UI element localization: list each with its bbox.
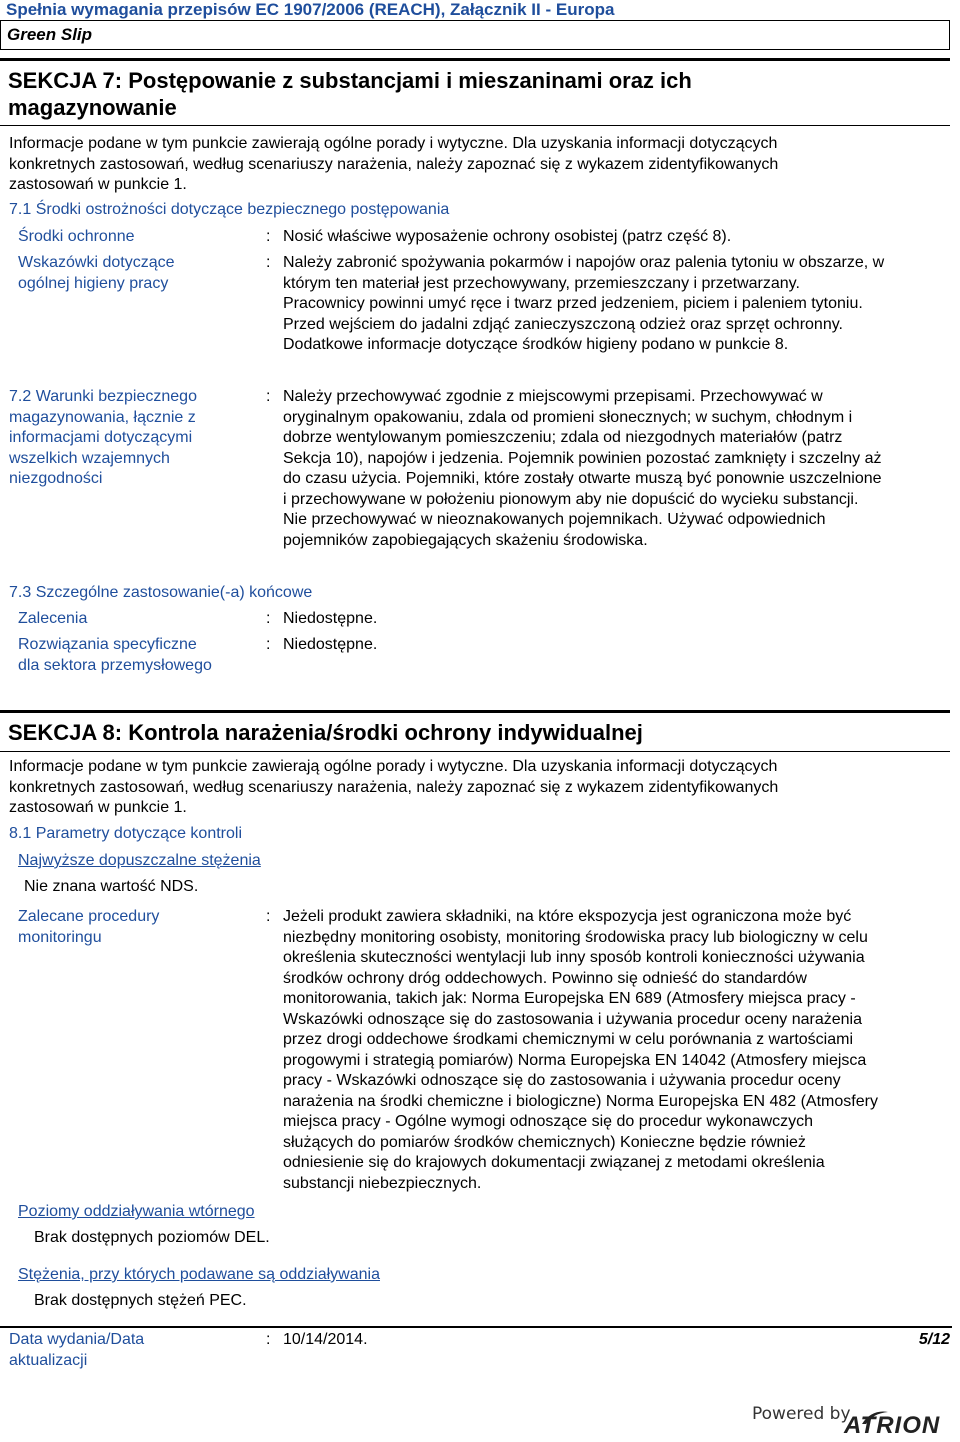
- issue-date-value: 10/14/2014.: [283, 1331, 368, 1348]
- section-7-title-line-1: SEKCJA 7: Postępowanie z substancjami i mieszaninami oraz ich: [8, 68, 692, 93]
- monitoring-line: miejsca pracy - Ogólne wymogi odnoszące się do procedur wykonawczych: [283, 1113, 814, 1130]
- hygiene-label-line: ogólnej higieny pracy: [18, 274, 169, 292]
- protective-measures-label: Środki ochronne: [18, 228, 135, 245]
- industry-label-line: Rozwiązania specyficzne: [18, 636, 197, 653]
- monitoring-label-line: monitoringu: [18, 928, 102, 946]
- storage-label-line: wszelkich wzajemnych: [9, 449, 170, 467]
- industry-solutions-label: [18, 635, 212, 676]
- storage-label-line: informacjami dotyczącymi: [9, 429, 193, 446]
- colon-separator: :: [266, 610, 271, 627]
- monitoring-line: służących do pomiarów środków chemicznych) Konieczne będzie również: [283, 1133, 806, 1151]
- colon-separator: :: [266, 1331, 271, 1348]
- storage-label-line: niezgodności: [9, 470, 103, 487]
- storage-line: pojemników zapobiegających skażeniu środowiska.: [283, 531, 648, 549]
- monitoring-line: Jeżeli produkt zawiera składniki, na które ekspozycja jest ograniczona może być: [283, 908, 852, 925]
- hygiene-label-line: Wskazówki dotyczące: [18, 254, 175, 271]
- storage-line: Należy przechowywać zgodnie z miejscowymi przepisami. Przechowywać w: [283, 388, 823, 405]
- intro-line: zastosowań w punkcie 1.: [9, 799, 187, 816]
- storage-label-line: magazynowania, łącznie z: [9, 408, 196, 426]
- monitoring-line: monitorowania, takich jak: Norma Europejska EN 689 (Atmosfery miejsca pracy -: [283, 990, 856, 1007]
- issue-date-label-line: aktualizacji: [9, 1351, 88, 1369]
- storage-line: dobrze wentylowanym pomieszczeniu; zdala od niezgodnych materiałów (patrz: [283, 429, 843, 446]
- monitoring-line: substancji niebezpiecznych.: [283, 1174, 482, 1192]
- storage-line: i przechowywane w położeniu pionowym aby nie dopuścić do wycieku substancji.: [283, 490, 859, 508]
- pec-title: Stężenia, przy których podawane są oddziaływania: [18, 1266, 380, 1283]
- hygiene-line: Przed wejściem do jadalni zdjąć zanieczyszczoną odzież oraz sprzęt ochronny.: [283, 315, 843, 333]
- monitoring-line: środków ochrony dróg oddechowych. Powinno się odnieść do standardów: [283, 969, 807, 987]
- colon-separator: :: [266, 908, 271, 925]
- del-title: Poziomy oddziaływania wtórnego: [18, 1203, 255, 1220]
- monitoring-label: [18, 907, 159, 948]
- intro-line: zastosowań w punkcie 1.: [9, 176, 187, 193]
- issue-date-label-line: Data wydania/Data: [9, 1331, 145, 1348]
- issue-date-label: [9, 1330, 144, 1371]
- subsection-8-1-title: 8.1 Parametry dotyczące kontroli: [9, 825, 242, 842]
- colon-separator: :: [266, 254, 271, 271]
- del-value: Brak dostępnych poziomów DEL.: [34, 1229, 270, 1246]
- storage-line: Nie przechowywać w nieoznakowanych pojemnikach. Używać odpowiednich: [283, 511, 826, 528]
- intro-line: Informacje podane w tym punkcie zawierają ogólne porady i wytyczne. Dla uzyskania informacji dotyczących: [9, 758, 778, 775]
- colon-separator: :: [266, 636, 271, 653]
- protective-measures-value: Nosić właściwe wyposażenie ochrony osobistej (patrz część 8).: [283, 228, 732, 245]
- monitoring-line: określenia skuteczności wentylacji lub inny sposób kontroli konieczności używania: [283, 949, 865, 966]
- storage-line: oryginalnym opakowaniu, zdala od promieni słonecznych; w suchym, chłodnym i: [283, 408, 853, 426]
- storage-label-line: 7.2 Warunki bezpiecznego: [9, 388, 197, 405]
- recommendations-label: Zalecenia: [18, 610, 88, 627]
- colon-separator: :: [266, 388, 271, 405]
- hygiene-line: którym ten materiał jest przechowywany, przemieszczany i przetwarzany.: [283, 274, 800, 292]
- monitoring-value: [283, 907, 878, 1194]
- footer-divider: [0, 1326, 952, 1328]
- monitoring-label-line: Zalecane procedury: [18, 908, 160, 925]
- storage-conditions-label: [9, 387, 197, 490]
- storage-conditions-value: [283, 387, 882, 551]
- product-name: Green Slip: [7, 25, 93, 44]
- monitoring-line: odniesienie się do krajowych dokumentacji związanej z metodami określenia: [283, 1154, 825, 1171]
- monitoring-line: niezbędny monitoring osobisty, monitoring środowiska pracy lub biologiczny w celu: [283, 928, 868, 946]
- monitoring-line: narażenia na środki chemiczne i biologiczne) Norma Europejska EN 482 (Atmosfery: [283, 1092, 878, 1110]
- industry-solutions-value: Niedostępne.: [283, 636, 378, 653]
- monitoring-line: Wskazówki odnoszące się do zastosowania i używania procedur oceny narażenia: [283, 1010, 862, 1028]
- powered-by-logo: [752, 1402, 958, 1440]
- section-7-title: [0, 58, 950, 126]
- page-number: 5/12: [918, 1331, 950, 1348]
- hygiene-label: [18, 253, 175, 294]
- section-7-intro: [9, 134, 778, 196]
- industry-label-line: dla sektora przemysłowego: [18, 656, 212, 674]
- atrion-brand-text: ATRION: [844, 1412, 941, 1439]
- storage-line: do czasu użycia. Pojemniki, które zostały otwarte muszą być ponownie uszczelnione: [283, 470, 882, 487]
- exposure-limits-value: Nie znana wartość NDS.: [24, 878, 199, 895]
- recommendations-value: Niedostępne.: [283, 610, 378, 627]
- subsection-7-1-title: 7.1 Środki ostrożności dotyczące bezpiecznego postępowania: [9, 201, 450, 218]
- regulation-header: Spełnia wymagania przepisów EC 1907/2006 (REACH), Załącznik II - Europa: [6, 0, 615, 19]
- hygiene-line: Dodatkowe informacje dotyczące środków higieny podano w punkcie 8.: [283, 336, 789, 353]
- storage-line: Sekcja 10), napojów i jedzenia. Pojemnik powinien pozostać zamknięty i szczelny aż: [283, 449, 882, 467]
- hygiene-line: Należy zabronić spożywania pokarmów i napojów oraz palenia tytoniu w obszarze, w: [283, 254, 885, 271]
- intro-line: konkretnych zastosowań, według scenariuszy narażenia, należy zapoznać się z wykazem zidentyfikowanych: [9, 155, 779, 173]
- monitoring-line: przez drogi oddechowe środkami chemicznymi w celu porównania z wartościami: [283, 1031, 854, 1048]
- hygiene-line: Pracownicy powinni umyć ręce i twarz przed jedzeniem, piciem i paleniem tytoniu.: [283, 295, 863, 312]
- section-8-title: SEKCJA 8: Kontrola narażenia/środki ochrony indywidualnej: [0, 710, 950, 752]
- pec-value: Brak dostępnych stężeń PEC.: [34, 1292, 247, 1309]
- section-8-intro: [9, 757, 778, 819]
- section-7-title-line-2: magazynowanie: [8, 95, 177, 120]
- product-name-box: [0, 20, 950, 50]
- monitoring-line: pracy - Wskazówki odnoszące się do zastosowania i używania procedur oceny: [283, 1072, 841, 1089]
- intro-line: konkretnych zastosowań, według scenariuszy narażenia, należy zapoznać się z wykazem zidentyfikowanych: [9, 778, 779, 796]
- colon-separator: :: [266, 228, 271, 245]
- hygiene-value: [283, 253, 884, 356]
- powered-by-text: Powered by: [752, 1404, 851, 1424]
- exposure-limits-title: Najwyższe dopuszczalne stężenia: [18, 852, 261, 869]
- subsection-7-3-title: 7.3 Szczególne zastosowanie(-a) końcowe: [9, 584, 313, 601]
- intro-line: Informacje podane w tym punkcie zawierają ogólne porady i wytyczne. Dla uzyskania informacji dotyczących: [9, 135, 778, 152]
- monitoring-line: progowymi i strategią pomiarów) Norma Europejska EN 14042 (Atmosfery miejsca: [283, 1051, 867, 1069]
